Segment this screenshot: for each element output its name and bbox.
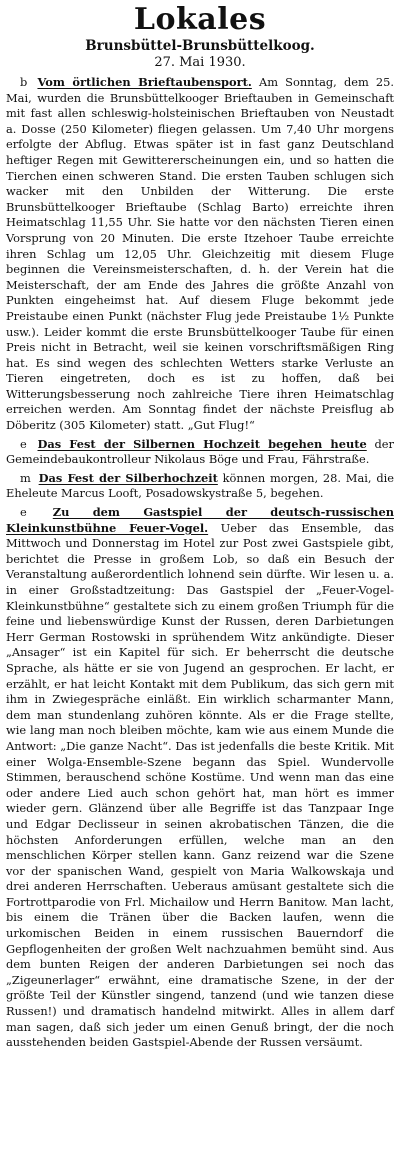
article-body: der Gemeindebaukontrolleur Nikolaus Böge und Frau, Fährstraße. xyxy=(6,436,394,467)
article-marker: m xyxy=(20,470,31,485)
article-feuer-vogel-guest-performance xyxy=(6,505,394,1051)
article-headline: Das Fest der Silbernen Hochzeit begehen heute xyxy=(37,436,367,451)
article-marker: e xyxy=(20,436,27,451)
article-headline: Vom örtlichen Brieftaubensport. xyxy=(37,75,252,89)
article-silver-wedding-boege xyxy=(6,437,394,468)
article-silver-wedding-looft xyxy=(6,471,394,502)
article-marker: b xyxy=(20,75,28,89)
place-heading: Brunsbüttel-Brunsbüttelkoog. xyxy=(85,38,315,54)
article-marker: e xyxy=(20,505,27,520)
article-pigeon-racing xyxy=(6,75,394,434)
article-body: Ueber das Ensemble, das Mittwoch und Donnerstag im Hotel zur Post zwei Gastspiele gibt, berichtet die Presse in großem Lob, so daß ein Besuch der Veranstaltung außerordentlich lohnend sein dürfte. Wir lesen u. a. in einer Großstadtzeitung: Das Gastspiel der „Feuer-Vogel-Kleinkunstbühne“ gestaltete sich zu einem großen Triumph für die feine und liebenswürdige Kunst der Russen, deren Darbietungen Herr German Rostowski in sprühendem Witz ankündigte. Dieser „Ansager“ ist ein Kapitel für sich. Er beherrscht die deutsche Sprache, als hätte er sie von Jugend an gesprochen. Er lacht, er erzählt, er hat leicht Kontakt mit dem Publikum, das sich gern mit ihm in Zwiegespräche einläßt. Ein wirklich scharmanter Mann, dem man stundenlang zuhören könnte. Als er die Frage stellte, wie lang man noch bleiben möchte, kam wie aus einem Munde die Antwort: „Die ganze Nacht“. Das ist jedenfalls die beste Kritik. Mit einer Wolga-Ensemble-Szene begann das Spiel. Wundervolle Stimmen, berauschend schöne Kostüme. Und wenn man das eine oder andere Lied auch schon gehört hat, man hört es immer wieder gern. Glänzend über alle Begriffe ist das Tanzpaar Inge und Edgar Declisseur in seinen akrobatischen Tänzen, die die höchsten Anforderungen erfüllen, welche man an den menschlichen Körper stellen kann. Ganz reizend war die Szene vor der spanischen Wand, gespielt von Maria Walkowskaja und drei anderen Herrschaften. Ueberaus amüsant gestaltete sich die Fortrottparodie von Frl. Michailow und Herrn Banitow. Man lacht, bis einem die Tränen über die Backen laufen, wenn die urkomischen Beiden in einem russischen Bauerndorf die Gepflogenheiten der großen Welt nachzuahmen bemüht sind. Aus dem bunten Reigen der anderen Darbietungen sei noch das „Zigeunerlager“ erwähnt, eine dramatische Szene, in der der größte Teil der Künstler singend, tanzend (und wie tanzen diese Russen!) und dramatisch handelnd mitwirkt. Alles in allem darf man sagen, daß sich jeder um einen Genuß bringt, der die noch ausstehenden beiden Gastspiel-Abende der Russen versäumt. xyxy=(6,520,394,1050)
article-body: Am Sonntag, dem 25. Mai, wurden die Brunsbüttelkooger Brieftauben in Gemeinschaft mit fast allen schleswig-holsteinischen Brieftauben von Neustadt a. Dosse (250 Kilometer) fliegen gelassen. Um 7,40 Uhr morgens erfolgte der Abflug. Etwas später ist in fast ganz Deutschland heftiger Regen mit Gewittererscheinungen ein, und so hatten die Tierchen einen schweren Stand. Die ersten Tauben schlugen sich wacker mit den Unbilden der Witterung. Die erste Brunsbüttelkooger Brieftaube (Schlag Barto) erreichte ihren Heimatschlag 11,55 Uhr. Sie hatte vor den nächsten Tieren einen Vorsprung von 20 Minuten. Die erste Itzehoer Taube erreichte ihren Schlag um 12,05 Uhr. Gleichzeitig mit diesem Fluge beginnen die Vereinsmeisterschaften, d. h. der Verein hat die Meisterschaft, der am Ende des Jahres die größte Anzahl von Punkten eingeheimst hat. Auf diesem Fluge bekommt jede Preistaube einen Punkt (nächster Flug jede Preistaube 1½ Punkte usw.). Leider kommt die erste Brunsbüttelkooger Taube für einen Preis nicht in Betracht, weil sie keinen vorschriftsmäßigen Ring hat. Es sind wegen des schlechten Wetters starke Verluste an Tieren eingetreten, doch es ist zu hoffen, daß bei Witterungsbesserung noch zahlreiche Tiere ihren Heimatschlag erreichen werden. Am Sonntag findet der nächste Preisflug ab Döberitz (305 Kilometer) statt. „Gut Flug!“ xyxy=(6,75,395,433)
article-headline: Zu dem Gastspiel der deutsch-russischen Kleinkunstbühne Feuer-Vogel. xyxy=(6,505,394,535)
section-title: Lokales xyxy=(133,2,267,37)
date-line: 27. Mai 1930. xyxy=(154,55,246,70)
article-body: können morgen, 28. Mai, die Eheleute Marcus Looft, Posadowskystraße 5, begehen. xyxy=(6,470,394,501)
article-headline: Das Fest der Silberhochzeit xyxy=(38,470,218,485)
